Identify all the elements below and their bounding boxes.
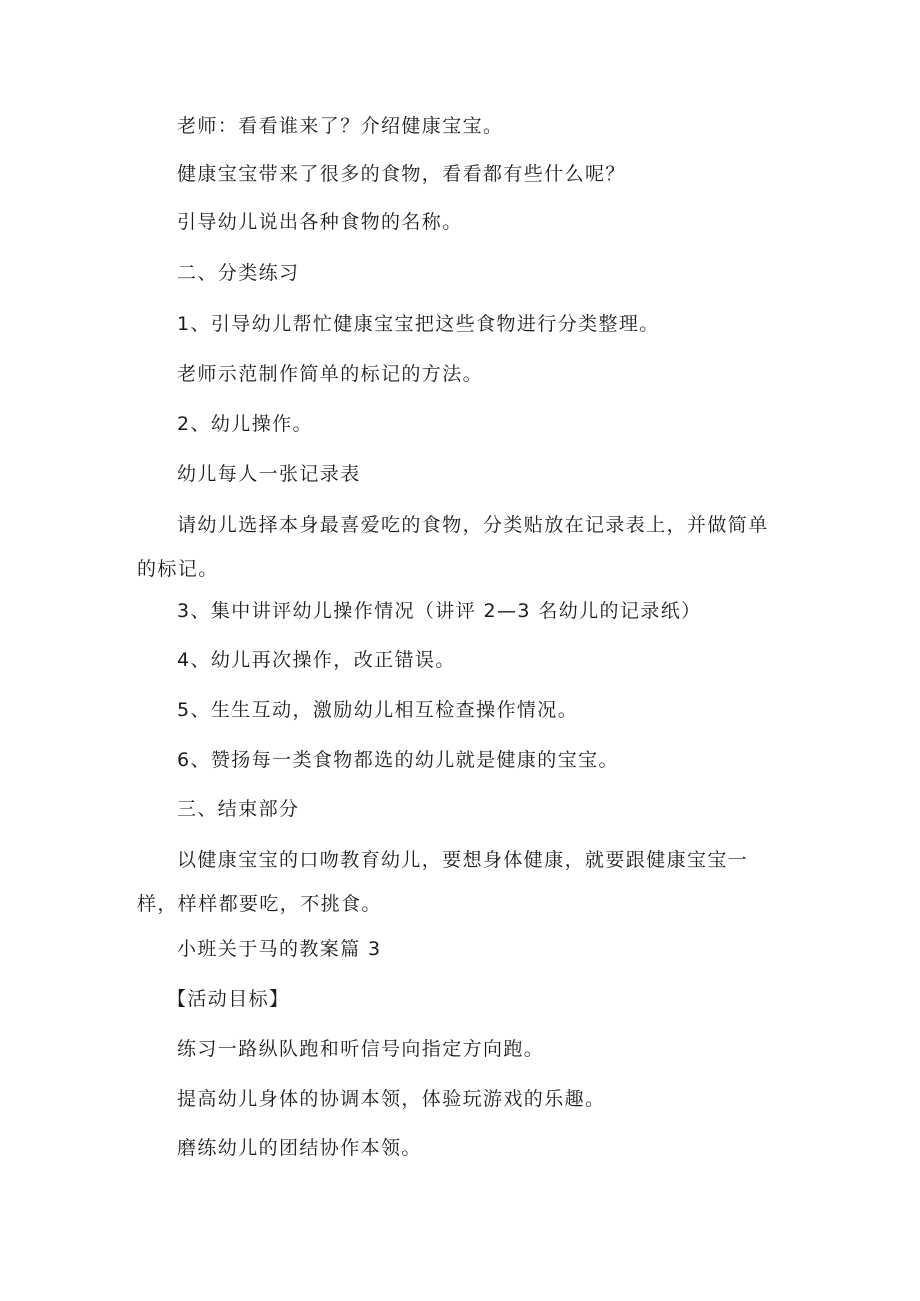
text-line: 1、引导幼儿帮忙健康宝宝把这些食物进行分类整理。 — [177, 313, 660, 335]
text-line: 健康宝宝带来了很多的食物，看看都有些什么呢？ — [177, 163, 626, 185]
text-line: 老师示范制作简单的标记的方法。 — [177, 363, 484, 385]
text-line: 引导幼儿说出各种食物的名称。 — [177, 211, 463, 233]
text-line: 磨练幼儿的团结协作本领。 — [177, 1137, 422, 1159]
text-paragraph: 以健康宝宝的口吻教育幼儿，要想身体健康，就要跟健康宝宝一样，样样都要吃，不挑食。 — [137, 849, 749, 915]
text-line: 6、赞扬每一类食物都选的幼儿就是健康的宝宝。 — [177, 749, 619, 771]
text-line: 幼儿每人一张记录表 — [177, 463, 361, 485]
text-paragraph: 请幼儿选择本身最喜爱吃的食物，分类贴放在记录表上，并做简单的标记。 — [137, 514, 769, 580]
text-line: 5、生生互动，激励幼儿相互检查操作情况。 — [177, 699, 579, 721]
text-line: 练习一路纵队跑和听信号向指定方向跑。 — [177, 1038, 545, 1060]
section-heading: 二、分类练习 — [177, 262, 300, 284]
text-line: 3、集中讲评幼儿操作情况（讲评 2—3 名幼儿的记录纸） — [177, 600, 702, 622]
text-line: 提高幼儿身体的协调本领，体验玩游戏的乐趣。 — [177, 1088, 606, 1110]
text-line: 4、幼儿再次操作，改正错误。 — [177, 649, 456, 671]
article-title: 小班关于马的教案篇 3 — [177, 938, 382, 960]
section-heading: 【活动目标】 — [167, 988, 290, 1010]
text-line: 2、幼儿操作。 — [177, 413, 313, 435]
section-heading: 三、结束部分 — [177, 798, 300, 820]
text-line: 老师：看看谁来了？介绍健康宝宝。 — [177, 115, 504, 137]
